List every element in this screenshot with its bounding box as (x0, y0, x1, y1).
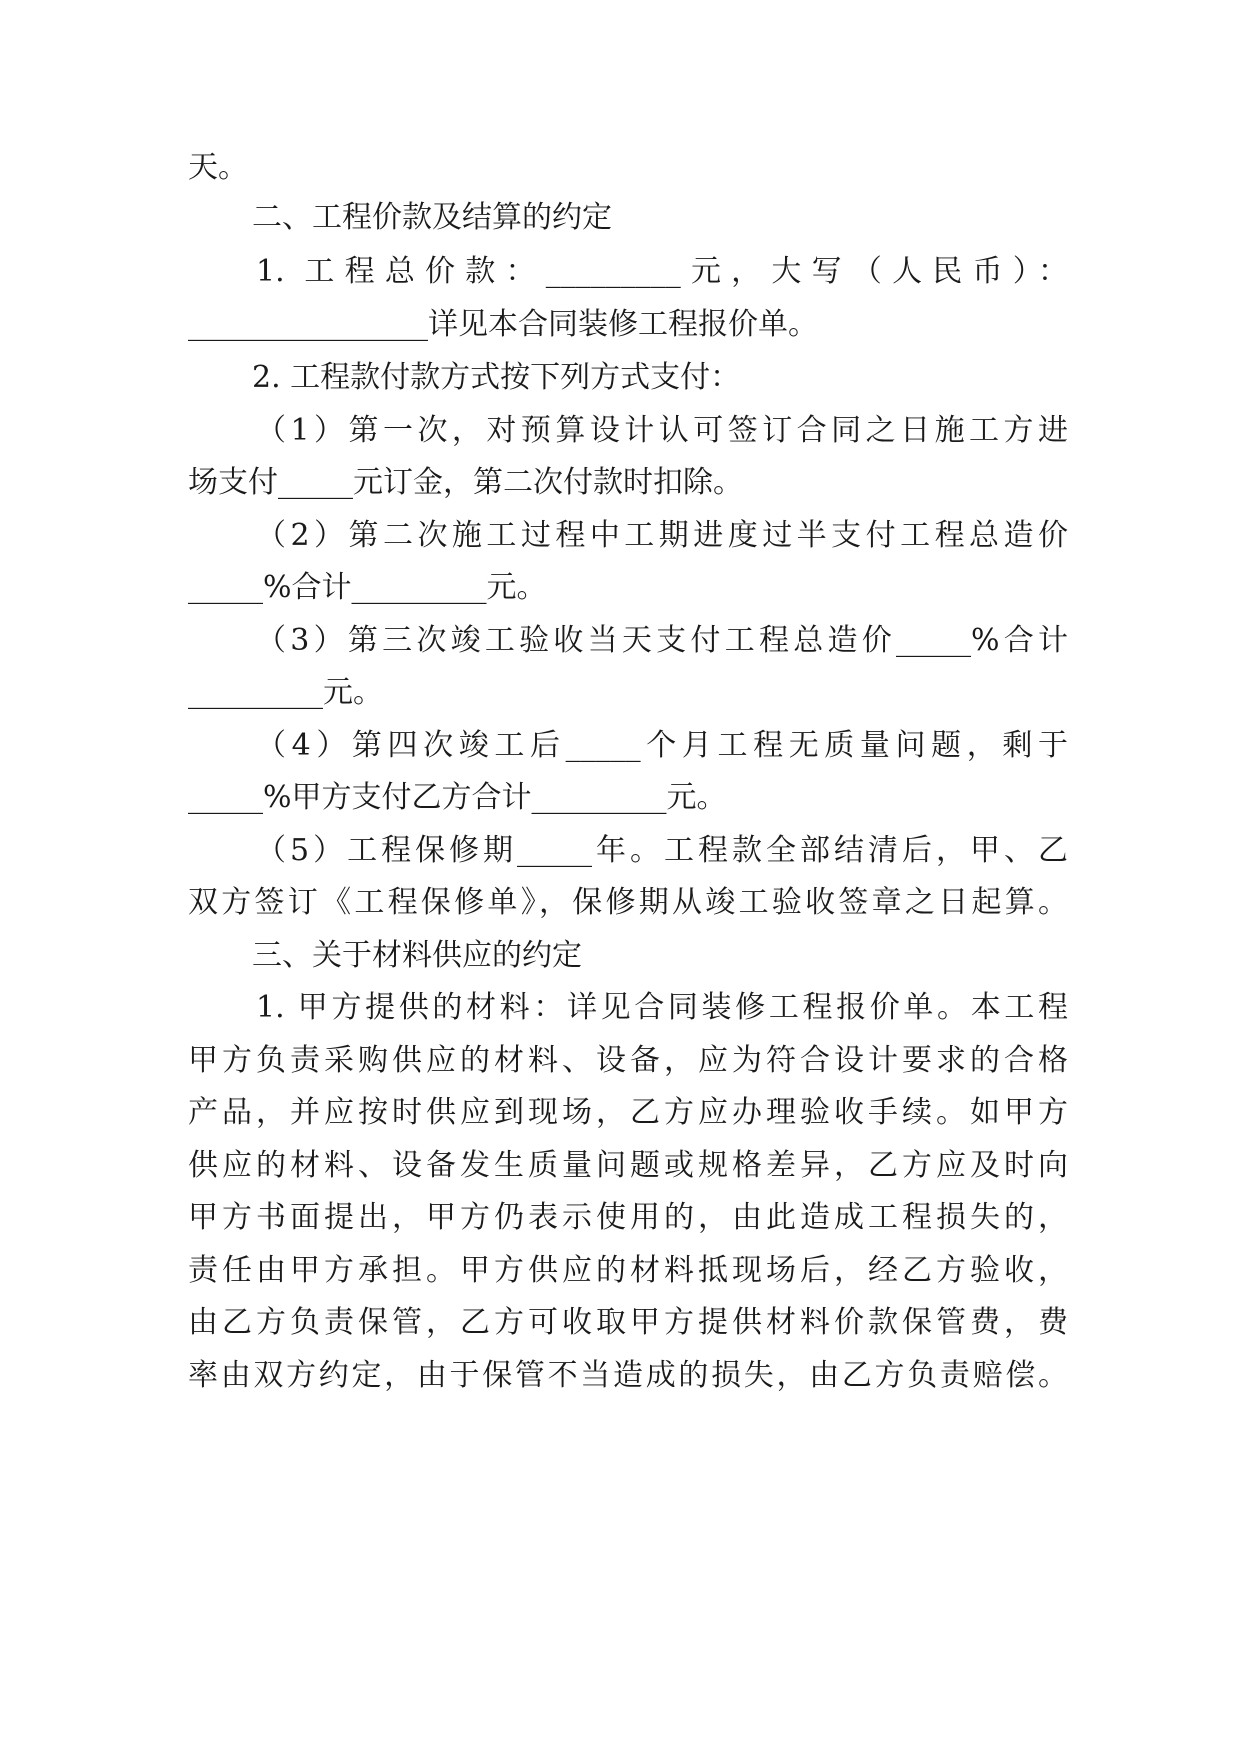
text-line: 供应的材料、设备发生质量问题或规格差异，乙方应及时向 (188, 1148, 1068, 1183)
text-line: 1. 甲方提供的材料：详见合同装修工程报价单。本工程 (256, 990, 1068, 1025)
text-line: （2）第二次施工过程中工期进度过半支付工程总造价 (256, 518, 1068, 553)
text-line: 1. 工程总价款：_________元，大写（人民币）： (256, 254, 1068, 289)
section-heading: 二、工程价款及结算的约定 (252, 200, 612, 235)
text-line: （1）第一次，对预算设计认可签订合同之日施工方进 (256, 413, 1068, 448)
text-line: 天。 (188, 150, 248, 185)
text-line: 场支付_____元订金，第二次付款时扣除。 (188, 465, 743, 500)
text-line: （3）第三次竣工验收当天支付工程总造价_____%合计 (256, 623, 1068, 658)
text-line: 率由双方约定，由于保管不当造成的损失，由乙方负责赔偿。 (188, 1358, 1068, 1393)
text-line: 双方签订《工程保修单》，保修期从竣工验收签章之日起算。 (188, 885, 1068, 920)
text-line: 2. 工程款付款方式按下列方式支付： (252, 360, 741, 395)
section-heading: 三、关于材料供应的约定 (252, 938, 582, 973)
text-line: ________________详见本合同装修工程报价单。 (188, 307, 818, 342)
text-line: _________元。 (188, 675, 383, 710)
text-line: （4）第四次竣工后_____个月工程无质量问题，剩于 (256, 728, 1068, 763)
text-line: 责任由甲方承担。甲方供应的材料抵现场后，经乙方验收， (188, 1253, 1068, 1288)
text-line: _____%合计_________元。 (188, 570, 547, 605)
text-line: （5）工程保修期_____年。工程款全部结清后，甲、乙 (256, 833, 1068, 868)
text-line: 甲方负责采购供应的材料、设备，应为符合设计要求的合格 (188, 1043, 1068, 1078)
text-line: 甲方书面提出，甲方仍表示使用的，由此造成工程损失的， (188, 1200, 1068, 1235)
text-line: 由乙方负责保管，乙方可收取甲方提供材料价款保管费，费 (188, 1305, 1068, 1340)
text-line: _____%甲方支付乙方合计_________元。 (188, 780, 727, 815)
text-line: 产品，并应按时供应到现场，乙方应办理验收手续。如甲方 (188, 1095, 1068, 1130)
